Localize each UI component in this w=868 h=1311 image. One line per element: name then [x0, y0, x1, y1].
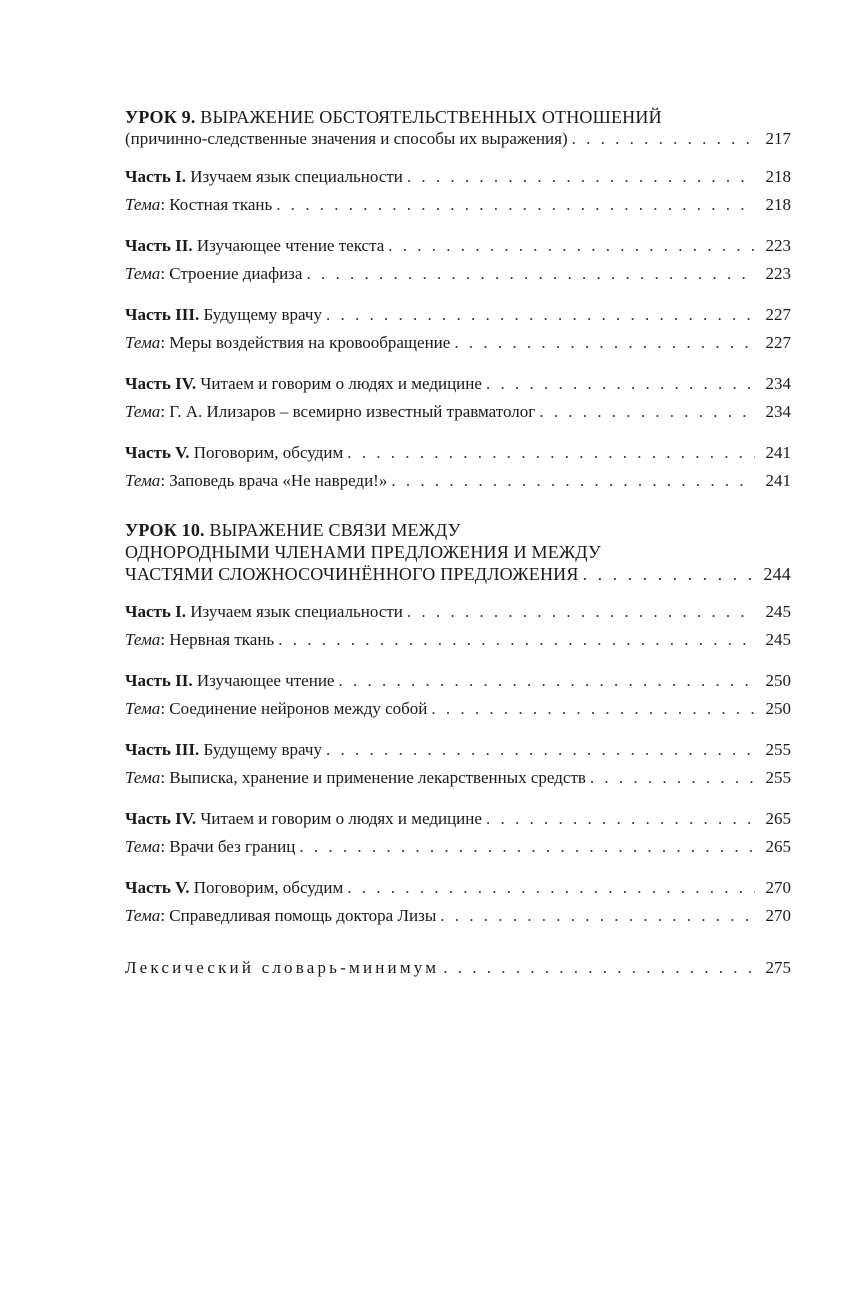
page-number: 227: [765, 305, 791, 324]
page-number: 275: [765, 958, 791, 977]
lesson-heading-last-line[interactable]: [125, 128, 791, 150]
theme-text: [125, 260, 302, 288]
part-title: Изучающее чтение текста: [196, 236, 385, 255]
part-title: Изучающее чтение: [196, 671, 335, 690]
part-title: Поговорим, обсудим: [193, 878, 344, 897]
theme-text: [125, 467, 387, 495]
page-number: 234: [765, 374, 791, 393]
part-row[interactable]: [125, 232, 791, 260]
leader-dots: [583, 563, 755, 585]
theme-label: Тема: [125, 768, 161, 787]
leader-dots: [454, 329, 755, 357]
part-row[interactable]: [125, 736, 791, 764]
lesson-title-line: (причинно-следственные значения и способы их выражения): [125, 129, 568, 148]
leader-dots: [443, 954, 755, 982]
leader-dots: [388, 232, 755, 260]
page-number: 270: [765, 906, 791, 925]
leader-dots: [391, 467, 755, 495]
part-entry: [125, 667, 791, 723]
theme-row[interactable]: [125, 626, 791, 654]
part-label: Часть IV.: [125, 374, 197, 393]
theme-row[interactable]: [125, 191, 791, 219]
part-title: Читаем и говорим о людях и медицине: [200, 809, 482, 828]
part-entry: [125, 805, 791, 861]
part-title: Читаем и говорим о людях и медицине: [200, 374, 482, 393]
leader-dots: [299, 833, 755, 861]
part-title: Изучаем язык специальности: [190, 167, 403, 186]
part-label: Часть IV.: [125, 809, 197, 828]
leader-dots: [431, 695, 755, 723]
leader-dots: [407, 163, 755, 191]
leader-dots: [539, 398, 755, 426]
part-text: [125, 874, 343, 902]
lesson-10: [125, 519, 791, 930]
part-row[interactable]: [125, 439, 791, 467]
part-row[interactable]: [125, 667, 791, 695]
theme-title: : Костная ткань: [160, 195, 273, 214]
theme-text: [125, 329, 450, 357]
theme-row[interactable]: [125, 329, 791, 357]
theme-text: [125, 191, 272, 219]
theme-row[interactable]: [125, 398, 791, 426]
leader-dots: [407, 598, 755, 626]
lesson-heading-line: [125, 106, 791, 128]
part-text: [125, 370, 482, 398]
theme-label: Тема: [125, 402, 161, 421]
leader-dots: [590, 764, 755, 792]
part-row[interactable]: [125, 301, 791, 329]
leader-dots: [326, 301, 755, 329]
part-text: [125, 805, 482, 833]
part-label: Часть V.: [125, 878, 190, 897]
part-title: Поговорим, обсудим: [193, 443, 344, 462]
page-number: 244: [763, 564, 791, 584]
part-entry: [125, 163, 791, 219]
leader-dots: [276, 191, 755, 219]
theme-text: [125, 695, 427, 723]
part-entry: [125, 370, 791, 426]
part-entry: [125, 736, 791, 792]
page-number: 245: [765, 602, 791, 621]
page-number: 265: [765, 837, 791, 856]
leader-dots: [338, 667, 755, 695]
part-label: Часть III.: [125, 740, 200, 759]
page-number: 265: [765, 809, 791, 828]
part-text: [125, 667, 334, 695]
part-text: [125, 598, 403, 626]
lesson-heading-line: [125, 519, 791, 541]
lesson-title-line: ВЫРАЖЕНИЕ СВЯЗИ МЕЖДУ: [209, 520, 461, 540]
part-row[interactable]: [125, 874, 791, 902]
part-row[interactable]: [125, 598, 791, 626]
page-number: 218: [765, 195, 791, 214]
part-row[interactable]: [125, 805, 791, 833]
theme-label: Тема: [125, 333, 161, 352]
theme-row[interactable]: [125, 833, 791, 861]
leader-dots: [278, 626, 755, 654]
theme-title: : Нервная ткань: [160, 630, 275, 649]
page-number: 241: [765, 471, 791, 490]
page-number: 217: [765, 129, 791, 148]
lesson-title-line: ОДНОРОДНЫМИ ЧЛЕНАМИ ПРЕДЛОЖЕНИЯ И МЕЖДУ: [125, 542, 601, 562]
page-number: 227: [765, 333, 791, 352]
page-number: 245: [765, 630, 791, 649]
theme-text: [125, 764, 586, 792]
theme-text: [125, 902, 436, 930]
leader-dots: [326, 736, 755, 764]
part-title: Будущему врачу: [203, 740, 322, 759]
part-row[interactable]: [125, 163, 791, 191]
part-text: [125, 232, 384, 260]
page-number: 234: [765, 402, 791, 421]
part-row[interactable]: [125, 370, 791, 398]
theme-text: [125, 398, 535, 426]
theme-row[interactable]: [125, 695, 791, 723]
theme-title: : Строение диафиза: [160, 264, 303, 283]
theme-title: : Выписка, хранение и применение лекарственных средств: [160, 768, 586, 787]
page-number: 218: [765, 167, 791, 186]
page-number: 270: [765, 878, 791, 897]
part-label: Часть I.: [125, 167, 186, 186]
theme-label: Тема: [125, 699, 161, 718]
lesson-heading: [125, 519, 791, 563]
page-number: 255: [765, 768, 791, 787]
lesson-title-line: ЧАСТЯМИ СЛОЖНОСОЧИНЁННОГО ПРЕДЛОЖЕНИЯ: [125, 564, 579, 584]
part-label: Часть I.: [125, 602, 186, 621]
dictionary-entry[interactable]: [125, 954, 791, 982]
theme-label: Тема: [125, 264, 161, 283]
part-text: [125, 163, 403, 191]
part-entry: [125, 439, 791, 495]
part-title: Изучаем язык специальности: [190, 602, 403, 621]
page-number: 241: [765, 443, 791, 462]
part-label: Часть II.: [125, 671, 193, 690]
page-number: 223: [765, 264, 791, 283]
leader-dots: [486, 805, 755, 833]
theme-title: : Меры воздействия на кровообращение: [160, 333, 451, 352]
theme-title: : Врачи без границ: [160, 837, 296, 856]
theme-label: Тема: [125, 837, 161, 856]
theme-title: : Справедливая помощь доктора Лизы: [160, 906, 437, 925]
leader-dots: [306, 260, 755, 288]
lesson-heading-last-line[interactable]: [125, 563, 791, 585]
lesson-heading: [125, 106, 791, 128]
part-text: [125, 301, 322, 329]
part-entry: [125, 232, 791, 288]
leader-dots: [486, 370, 755, 398]
theme-title: : Г. А. Илизаров – всемирно известный травматолог: [160, 402, 536, 421]
page-number: 250: [765, 671, 791, 690]
part-entry: [125, 301, 791, 357]
part-label: Часть III.: [125, 305, 200, 324]
part-entry: [125, 598, 791, 654]
part-label: Часть II.: [125, 236, 193, 255]
lesson-9: [125, 106, 791, 495]
theme-label: Тема: [125, 630, 161, 649]
lesson-number: УРОК 10.: [125, 520, 205, 540]
dictionary-title: Лексический словарь-минимум: [125, 958, 440, 977]
theme-label: Тема: [125, 471, 161, 490]
theme-title: : Соединение нейронов между собой: [160, 699, 428, 718]
part-entry: [125, 874, 791, 930]
part-text: [125, 736, 322, 764]
table-of-contents: [125, 106, 791, 982]
page-number: 223: [765, 236, 791, 255]
page-number: 250: [765, 699, 791, 718]
theme-label: Тема: [125, 195, 161, 214]
theme-row[interactable]: [125, 260, 791, 288]
leader-dots: [572, 128, 755, 150]
theme-title: : Заповедь врача «Не навреди!»: [160, 471, 388, 490]
part-title: Будущему врачу: [203, 305, 322, 324]
theme-row[interactable]: [125, 764, 791, 792]
theme-row[interactable]: [125, 467, 791, 495]
leader-dots: [440, 902, 755, 930]
theme-row[interactable]: [125, 902, 791, 930]
leader-dots: [347, 874, 755, 902]
lesson-title-line: ВЫРАЖЕНИЕ ОБСТОЯТЕЛЬСТВЕННЫХ ОТНОШЕНИЙ: [200, 107, 662, 127]
theme-text: [125, 833, 295, 861]
theme-text: [125, 626, 274, 654]
page-number: 255: [765, 740, 791, 759]
part-text: [125, 439, 343, 467]
theme-label: Тема: [125, 906, 161, 925]
part-label: Часть V.: [125, 443, 190, 462]
lesson-number: УРОК 9.: [125, 107, 196, 127]
leader-dots: [347, 439, 755, 467]
